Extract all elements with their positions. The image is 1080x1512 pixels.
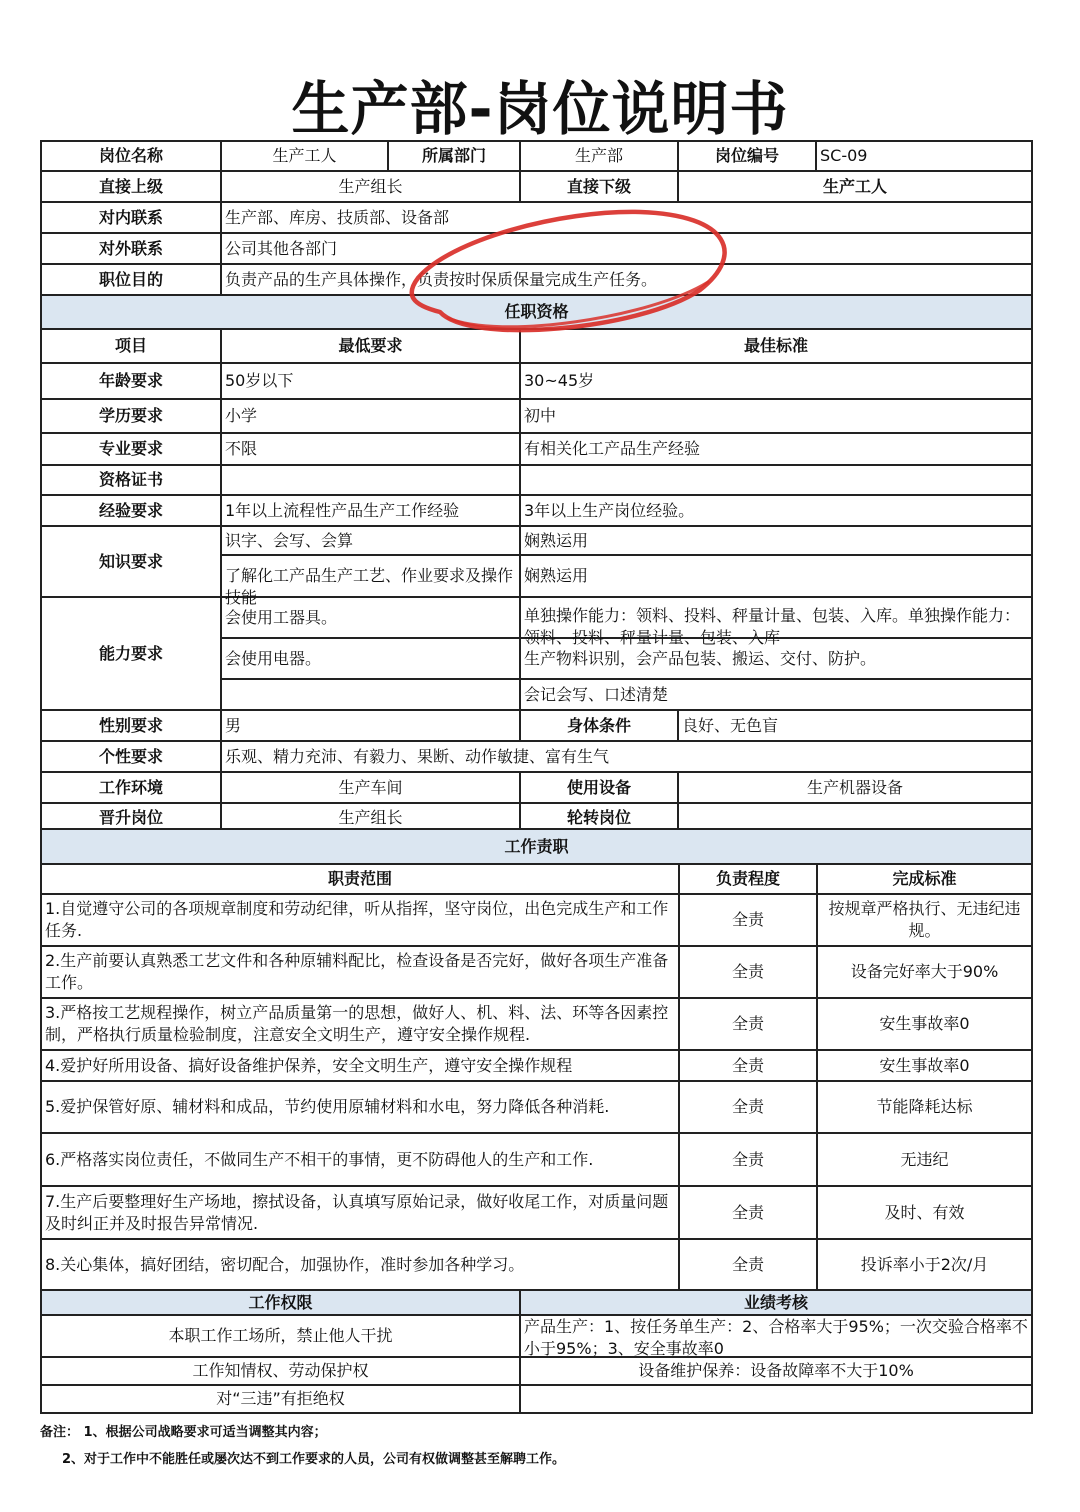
knowledge-label: 知识要求 [41, 526, 221, 597]
col-degree-header: 负责程度 [679, 864, 817, 894]
table-row [41, 1050, 1032, 1081]
authority-title: 工作权限 [41, 1290, 520, 1315]
ability-min-2: 会使用电器。 [221, 638, 520, 679]
duty-standard: 安生事故率0 [817, 998, 1032, 1050]
position-code-value: SC-09 [816, 141, 1032, 171]
gender-value: 男 [221, 710, 520, 741]
duty-standard: 设备完好率大于90% [817, 946, 1032, 998]
gender-label: 性别要求 [41, 710, 221, 741]
ability-best-2: 生产物料识别，会产品包装、搬运、交付、防护。 [520, 638, 1032, 679]
table-row [41, 1186, 1032, 1239]
table-row [41, 1081, 1032, 1133]
internal-contact-value: 生产部、库房、技质部、设备部 [221, 202, 1032, 233]
position-name-value: 生产工人 [221, 141, 388, 171]
certificate-best [520, 465, 1032, 495]
direct-superior-value: 生产组长 [221, 171, 520, 202]
major-label: 专业要求 [41, 433, 221, 465]
remarks-line-1: 备注： 1、根据公司战略要求可适当调整其内容； [40, 1425, 327, 1440]
department-label: 所属部门 [388, 141, 520, 171]
experience-label: 经验要求 [41, 495, 221, 526]
duty-standard: 按规章严格执行、无违纪违规。 [817, 894, 1032, 946]
environment-label: 工作环境 [41, 772, 221, 803]
duty-standard: 节能降耗达标 [817, 1081, 1032, 1133]
col-standard-header: 完成标准 [817, 864, 1032, 894]
job-info-table [40, 140, 1033, 834]
external-contact-label: 对外联系 [41, 233, 221, 264]
major-min: 不限 [221, 433, 520, 465]
table-row [41, 894, 1032, 946]
duties-table [40, 828, 1033, 1292]
experience-min: 1年以上流程性产品生产工作经验 [221, 495, 520, 526]
direct-superior-label: 直接上级 [41, 171, 221, 202]
direct-subordinate-value: 生产工人 [678, 171, 1032, 202]
duty-scope: 6.严格落实岗位责任，不做同生产不相干的事情，更不防碍他人的生产和工作. [41, 1133, 679, 1186]
table-row [41, 1239, 1032, 1291]
education-min: 小学 [221, 399, 520, 433]
department-value: 生产部 [520, 141, 678, 171]
equipment-label: 使用设备 [520, 772, 678, 803]
col-scope-header: 职责范围 [41, 864, 679, 894]
duty-standard: 无违纪 [817, 1133, 1032, 1186]
environment-value: 生产车间 [221, 772, 520, 803]
major-best: 有相关化工产品生产经验 [520, 433, 1032, 465]
personality-value: 乐观、精力充沛、有毅力、果断、动作敏捷、富有生气 [221, 741, 1032, 772]
duty-scope: 7.生产后要整理好生产场地，擦拭设备，认真填写原始记录，做好收尾工作，对质量问题及时纠正并及时报告异常情况. [41, 1186, 679, 1239]
purpose-label: 职位目的 [41, 264, 221, 295]
table-row [41, 1133, 1032, 1186]
duty-degree: 全责 [679, 998, 817, 1050]
age-min: 50岁以下 [221, 363, 520, 399]
ability-best-3: 会记会写、口述清楚 [520, 679, 1032, 710]
education-label: 学历要求 [41, 399, 221, 433]
authority-assessment-table [40, 1289, 1033, 1414]
authority-item: 对“三违”有拒绝权 [41, 1385, 520, 1413]
internal-contact-label: 对内联系 [41, 202, 221, 233]
duty-degree: 全责 [679, 1239, 817, 1291]
experience-best: 3年以上生产岗位经验。 [520, 495, 1032, 526]
knowledge-min-1: 识字、会写、会算 [221, 526, 520, 555]
duty-standard: 投诉率小于2次/月 [817, 1239, 1032, 1291]
assessment-item: 产品生产：1、按任务单生产：2、合格率大于95%；一次交验合格率不小于95%；3、安全事故率0 [520, 1315, 1032, 1357]
duty-scope: 1.自觉遵守公司的各项规章制度和劳动纪律，听从指挥，坚守岗位，出色完成生产和工作任务. [41, 894, 679, 946]
certificate-label: 资格证书 [41, 465, 221, 495]
col-best-header: 最佳标准 [520, 329, 1032, 363]
ability-min-3 [221, 679, 520, 710]
physical-value: 良好、无色盲 [678, 710, 1032, 741]
remarks-line-2: 2、对于工作中不能胜任或屡次达不到工作要求的人员，公司有权做调整甚至解聘工作。 [62, 1452, 566, 1467]
knowledge-best-1: 娴熟运用 [520, 526, 1032, 555]
duty-degree: 全责 [679, 1050, 817, 1081]
duty-degree: 全责 [679, 1186, 817, 1239]
table-row [41, 946, 1032, 998]
assessment-item-empty [520, 1385, 1032, 1413]
duties-section-title: 工作责职 [41, 829, 1032, 864]
duty-scope: 3.严格按工艺规程操作，树立产品质量第一的思想，做好人、机、料、法、环等各因素控制，严格执行质量检验制度，注意安全文明生产，遵守安全操作规程. [41, 998, 679, 1050]
purpose-value: 负责产品的生产具体操作，负责按时保质保量完成生产任务。 [221, 264, 1032, 295]
authority-item: 本职工作工场所，禁止他人干扰 [41, 1315, 520, 1357]
personality-label: 个性要求 [41, 741, 221, 772]
duty-standard: 及时、有效 [817, 1186, 1032, 1239]
duty-degree: 全责 [679, 946, 817, 998]
duty-scope: 4.爱护好所用设备、搞好设备维护保养，安全文明生产，遵守安全操作规程 [41, 1050, 679, 1081]
col-item-header: 项目 [41, 329, 221, 363]
physical-label: 身体条件 [520, 710, 678, 741]
knowledge-best-2: 娴熟运用 [520, 555, 1032, 597]
ability-label: 能力要求 [41, 597, 221, 710]
qualifications-section-title: 任职资格 [41, 295, 1032, 329]
duty-degree: 全责 [679, 1133, 817, 1186]
table-row [41, 998, 1032, 1050]
ability-min-1: 会使用工器具。 [221, 597, 520, 638]
certificate-min [221, 465, 520, 495]
duty-scope: 2.生产前要认真熟悉工艺文件和各种原辅料配比，检查设备是否完好，做好各项生产准备工作。 [41, 946, 679, 998]
knowledge-min-2: 了解化工产品生产工艺、作业要求及操作技能 [221, 555, 520, 597]
age-label: 年龄要求 [41, 363, 221, 399]
assessment-title: 业绩考核 [520, 1290, 1032, 1315]
age-best: 30~45岁 [520, 363, 1032, 399]
assessment-item: 设备维护保养：设备故障率不大于10% [520, 1357, 1032, 1385]
equipment-value: 生产机器设备 [678, 772, 1032, 803]
direct-subordinate-label: 直接下级 [520, 171, 678, 202]
position-name-label: 岗位名称 [41, 141, 221, 171]
col-min-header: 最低要求 [221, 329, 520, 363]
duty-scope: 8.关心集体，搞好团结，密切配合，加强协作，准时参加各种学习。 [41, 1239, 679, 1291]
duty-standard: 安生事故率0 [817, 1050, 1032, 1081]
education-best: 初中 [520, 399, 1032, 433]
duty-degree: 全责 [679, 1081, 817, 1133]
duty-degree: 全责 [679, 894, 817, 946]
ability-best-1: 单独操作能力：领料、投料、秤量计量、包装、入库。单独操作能力：领料、投料、秤量计量、包装、入库 [520, 597, 1032, 638]
position-code-label: 岗位编号 [678, 141, 816, 171]
page-title: 生产部-岗位说明书 [291, 75, 789, 143]
promotion-value: 生产组长 [221, 803, 520, 833]
promotion-label: 晋升岗位 [41, 803, 221, 833]
external-contact-value: 公司其他各部门 [221, 233, 1032, 264]
authority-item: 工作知情权、劳动保护权 [41, 1357, 520, 1385]
duty-scope: 5.爱护保管好原、辅材料和成品，节约使用原辅材料和水电，努力降低各种消耗. [41, 1081, 679, 1133]
rotation-label: 轮转岗位 [520, 803, 678, 833]
